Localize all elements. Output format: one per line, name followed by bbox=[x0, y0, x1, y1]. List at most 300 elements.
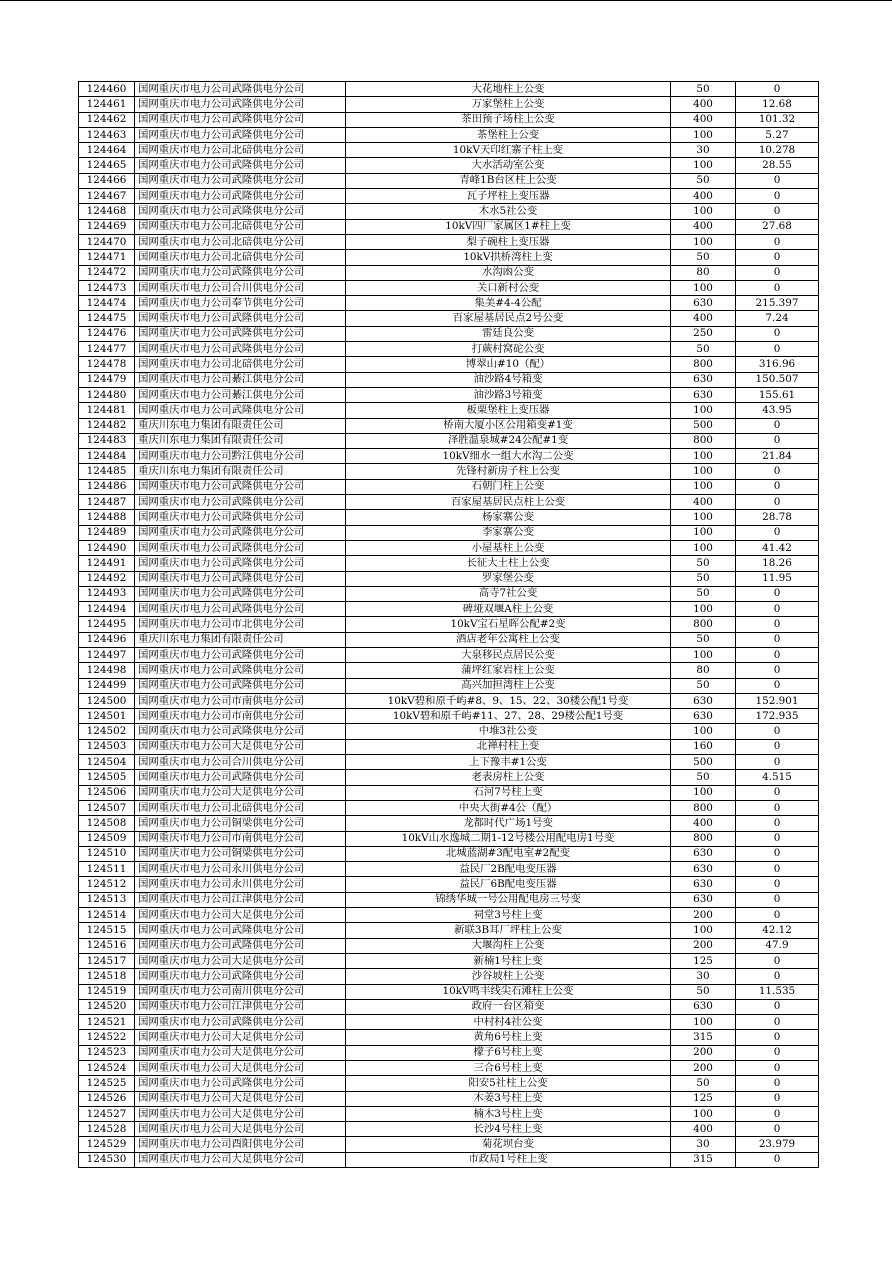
capacity-cell: 400 bbox=[671, 112, 736, 127]
value-cell: 12.68 bbox=[736, 97, 819, 112]
row-id-cell: 124473 bbox=[79, 280, 135, 295]
capacity-cell: 630 bbox=[671, 387, 736, 402]
row-id-cell: 124530 bbox=[79, 1152, 135, 1167]
capacity-cell: 800 bbox=[671, 433, 736, 448]
company-cell: 国网重庆市电力公司武隆供电分公司 bbox=[135, 204, 346, 219]
row-id-cell: 124484 bbox=[79, 449, 135, 464]
station-name-cell: 三合6号柱上变 bbox=[346, 1061, 671, 1076]
table-row bbox=[79, 969, 819, 984]
station-name-cell: 黄角6号柱上变 bbox=[346, 1030, 671, 1045]
value-cell: 0 bbox=[736, 999, 819, 1014]
company-cell: 国网重庆市电力公司武隆供电分公司 bbox=[135, 525, 346, 540]
table-row bbox=[79, 953, 819, 968]
row-id-cell: 124472 bbox=[79, 265, 135, 280]
company-cell: 国网重庆市电力公司武隆供电分公司 bbox=[135, 1076, 346, 1091]
company-cell: 重庆川东电力集团有限责任公司 bbox=[135, 632, 346, 647]
row-id-cell: 124462 bbox=[79, 112, 135, 127]
value-cell: 28.55 bbox=[736, 158, 819, 173]
value-cell: 0 bbox=[736, 1122, 819, 1137]
capacity-cell: 50 bbox=[671, 770, 736, 785]
capacity-cell: 50 bbox=[671, 82, 736, 97]
capacity-cell: 100 bbox=[671, 127, 736, 142]
company-cell: 国网重庆市电力公司武隆供电分公司 bbox=[135, 189, 346, 204]
capacity-cell: 100 bbox=[671, 602, 736, 617]
table-row bbox=[79, 525, 819, 540]
company-cell: 国网重庆市电力公司北碚供电分公司 bbox=[135, 143, 346, 158]
row-id-cell: 124493 bbox=[79, 586, 135, 601]
table-row bbox=[79, 1091, 819, 1106]
row-id-cell: 124466 bbox=[79, 173, 135, 188]
table-row bbox=[79, 785, 819, 800]
station-name-cell: 雷廷良公变 bbox=[346, 326, 671, 341]
table-row bbox=[79, 908, 819, 923]
row-id-cell: 124513 bbox=[79, 892, 135, 907]
company-cell: 国网重庆市电力公司武隆供电分公司 bbox=[135, 938, 346, 953]
station-name-cell: 博翠山#10（配） bbox=[346, 357, 671, 372]
station-name-cell: 祠堂3号柱上变 bbox=[346, 908, 671, 923]
company-cell: 国网重庆市电力公司武隆供电分公司 bbox=[135, 112, 346, 127]
row-id-cell: 124500 bbox=[79, 693, 135, 708]
table-row bbox=[79, 1030, 819, 1045]
company-cell: 国网重庆市电力公司武隆供电分公司 bbox=[135, 495, 346, 510]
table-row bbox=[79, 127, 819, 142]
row-id-cell: 124501 bbox=[79, 709, 135, 724]
row-id-cell: 124514 bbox=[79, 908, 135, 923]
station-name-cell: 泽胜温泉城#24公配#1变 bbox=[346, 433, 671, 448]
company-cell: 国网重庆市电力公司武隆供电分公司 bbox=[135, 97, 346, 112]
row-id-cell: 124483 bbox=[79, 433, 135, 448]
value-cell: 0 bbox=[736, 586, 819, 601]
row-id-cell: 124527 bbox=[79, 1106, 135, 1121]
row-id-cell: 124460 bbox=[79, 82, 135, 97]
value-cell: 23.979 bbox=[736, 1137, 819, 1152]
capacity-cell: 125 bbox=[671, 1091, 736, 1106]
table-row bbox=[79, 1106, 819, 1121]
capacity-cell: 50 bbox=[671, 556, 736, 571]
table-row bbox=[79, 556, 819, 571]
company-cell: 国网重庆市电力公司武隆供电分公司 bbox=[135, 923, 346, 938]
capacity-cell: 30 bbox=[671, 1137, 736, 1152]
station-name-cell: 万家堡柱上公变 bbox=[346, 97, 671, 112]
value-cell: 4.515 bbox=[736, 770, 819, 785]
value-cell: 0 bbox=[736, 418, 819, 433]
company-cell: 国网重庆市电力公司北碚供电分公司 bbox=[135, 234, 346, 249]
value-cell: 0 bbox=[736, 908, 819, 923]
value-cell: 0 bbox=[736, 265, 819, 280]
capacity-cell: 30 bbox=[671, 143, 736, 158]
capacity-cell: 630 bbox=[671, 296, 736, 311]
table-row bbox=[79, 342, 819, 357]
table-row bbox=[79, 403, 819, 418]
company-cell: 国网重庆市电力公司永川供电分公司 bbox=[135, 862, 346, 877]
station-name-cell: 中村村4社公变 bbox=[346, 1015, 671, 1030]
value-cell: 0 bbox=[736, 969, 819, 984]
row-id-cell: 124475 bbox=[79, 311, 135, 326]
table-row bbox=[79, 326, 819, 341]
capacity-cell: 80 bbox=[671, 663, 736, 678]
station-name-cell: 益民厂2B配电变压器 bbox=[346, 862, 671, 877]
value-cell: 0 bbox=[736, 1045, 819, 1060]
table-row bbox=[79, 387, 819, 402]
value-cell: 11.535 bbox=[736, 984, 819, 999]
table-body bbox=[79, 82, 819, 1168]
capacity-cell: 50 bbox=[671, 1076, 736, 1091]
row-id-cell: 124526 bbox=[79, 1091, 135, 1106]
value-cell: 0 bbox=[736, 953, 819, 968]
row-id-cell: 124512 bbox=[79, 877, 135, 892]
row-id-cell: 124479 bbox=[79, 372, 135, 387]
capacity-cell: 30 bbox=[671, 969, 736, 984]
capacity-cell: 50 bbox=[671, 586, 736, 601]
row-id-cell: 124474 bbox=[79, 296, 135, 311]
station-name-cell: 集美#4-4公配 bbox=[346, 296, 671, 311]
row-id-cell: 124468 bbox=[79, 204, 135, 219]
capacity-cell: 50 bbox=[671, 342, 736, 357]
company-cell: 国网重庆市电力公司武隆供电分公司 bbox=[135, 265, 346, 280]
table-row bbox=[79, 1076, 819, 1091]
company-cell: 国网重庆市电力公司北碚供电分公司 bbox=[135, 219, 346, 234]
company-cell: 国网重庆市电力公司市南供电分公司 bbox=[135, 693, 346, 708]
company-cell: 国网重庆市电力公司北碚供电分公司 bbox=[135, 800, 346, 815]
capacity-cell: 50 bbox=[671, 173, 736, 188]
station-name-cell: 大水活动室公变 bbox=[346, 158, 671, 173]
row-id-cell: 124497 bbox=[79, 647, 135, 662]
capacity-cell: 100 bbox=[671, 234, 736, 249]
row-id-cell: 124515 bbox=[79, 923, 135, 938]
company-cell: 国网重庆市电力公司武隆供电分公司 bbox=[135, 540, 346, 555]
company-cell: 国网重庆市电力公司武隆供电分公司 bbox=[135, 969, 346, 984]
value-cell: 0 bbox=[736, 173, 819, 188]
table-row bbox=[79, 1015, 819, 1030]
company-cell: 国网重庆市电力公司大足供电分公司 bbox=[135, 1061, 346, 1076]
company-cell: 国网重庆市电力公司綦江供电分公司 bbox=[135, 372, 346, 387]
table-row bbox=[79, 158, 819, 173]
row-id-cell: 124461 bbox=[79, 97, 135, 112]
table-row bbox=[79, 433, 819, 448]
table-row bbox=[79, 571, 819, 586]
company-cell: 国网重庆市电力公司大足供电分公司 bbox=[135, 1045, 346, 1060]
table-row bbox=[79, 280, 819, 295]
table-row bbox=[79, 816, 819, 831]
value-cell: 0 bbox=[736, 724, 819, 739]
table-row bbox=[79, 800, 819, 815]
table-row bbox=[79, 831, 819, 846]
table-row bbox=[79, 357, 819, 372]
table-row bbox=[79, 1045, 819, 1060]
value-cell: 5.27 bbox=[736, 127, 819, 142]
table-row bbox=[79, 311, 819, 326]
value-cell: 0 bbox=[736, 816, 819, 831]
row-id-cell: 124519 bbox=[79, 984, 135, 999]
value-cell: 0 bbox=[736, 204, 819, 219]
company-cell: 国网重庆市电力公司合川供电分公司 bbox=[135, 280, 346, 295]
row-id-cell: 124525 bbox=[79, 1076, 135, 1091]
capacity-cell: 100 bbox=[671, 464, 736, 479]
row-id-cell: 124480 bbox=[79, 387, 135, 402]
value-cell: 0 bbox=[736, 326, 819, 341]
company-cell: 重庆川东电力集团有限责任公司 bbox=[135, 418, 346, 433]
row-id-cell: 124498 bbox=[79, 663, 135, 678]
row-id-cell: 124481 bbox=[79, 403, 135, 418]
station-name-cell: 木水5社公变 bbox=[346, 204, 671, 219]
capacity-cell: 400 bbox=[671, 189, 736, 204]
row-id-cell: 124469 bbox=[79, 219, 135, 234]
company-cell: 国网重庆市电力公司武隆供电分公司 bbox=[135, 127, 346, 142]
station-name-cell: 长沙4号柱上变 bbox=[346, 1122, 671, 1137]
row-id-cell: 124516 bbox=[79, 938, 135, 953]
table-row bbox=[79, 296, 819, 311]
company-cell: 重庆川东电力集团有限责任公司 bbox=[135, 464, 346, 479]
station-name-cell: 北禅村柱上变 bbox=[346, 739, 671, 754]
row-id-cell: 124504 bbox=[79, 755, 135, 770]
station-name-cell: 锦绣华城一号公用配电房三号变 bbox=[346, 892, 671, 907]
station-name-cell: 水沟凼公变 bbox=[346, 265, 671, 280]
table-row bbox=[79, 632, 819, 647]
value-cell: 0 bbox=[736, 280, 819, 295]
station-name-cell: 茶田预子场柱上公变 bbox=[346, 112, 671, 127]
row-id-cell: 124523 bbox=[79, 1045, 135, 1060]
capacity-cell: 100 bbox=[671, 1106, 736, 1121]
station-name-cell: 市政局1号柱上变 bbox=[346, 1152, 671, 1167]
station-name-cell: 罗家堡公变 bbox=[346, 571, 671, 586]
company-cell: 国网重庆市电力公司市南供电分公司 bbox=[135, 709, 346, 724]
station-name-cell: 梨子碗柱上变压器 bbox=[346, 234, 671, 249]
value-cell: 42.12 bbox=[736, 923, 819, 938]
table-row bbox=[79, 1122, 819, 1137]
station-name-cell: 茶堡柱上公变 bbox=[346, 127, 671, 142]
value-cell: 0 bbox=[736, 647, 819, 662]
company-cell: 国网重庆市电力公司大足供电分公司 bbox=[135, 1122, 346, 1137]
capacity-cell: 100 bbox=[671, 403, 736, 418]
station-name-cell: 先锋村新房子柱上公变 bbox=[346, 464, 671, 479]
table-row bbox=[79, 862, 819, 877]
capacity-cell: 400 bbox=[671, 1122, 736, 1137]
value-cell: 215.397 bbox=[736, 296, 819, 311]
station-name-cell: 石朝门柱上公变 bbox=[346, 479, 671, 494]
company-cell: 国网重庆市电力公司武隆供电分公司 bbox=[135, 663, 346, 678]
company-cell: 国网重庆市电力公司武隆供电分公司 bbox=[135, 647, 346, 662]
row-id-cell: 124478 bbox=[79, 357, 135, 372]
capacity-cell: 630 bbox=[671, 999, 736, 1014]
company-cell: 国网重庆市电力公司武隆供电分公司 bbox=[135, 158, 346, 173]
capacity-cell: 100 bbox=[671, 647, 736, 662]
company-cell: 国网重庆市电力公司铜梁供电分公司 bbox=[135, 816, 346, 831]
capacity-cell: 315 bbox=[671, 1152, 736, 1167]
value-cell: 0 bbox=[736, 632, 819, 647]
table-row bbox=[79, 724, 819, 739]
value-cell: 150.507 bbox=[736, 372, 819, 387]
capacity-cell: 315 bbox=[671, 1030, 736, 1045]
company-cell: 国网重庆市电力公司武隆供电分公司 bbox=[135, 1015, 346, 1030]
station-name-cell: 10kV拱桥湾柱上变 bbox=[346, 250, 671, 265]
table-row bbox=[79, 877, 819, 892]
company-cell: 国网重庆市电力公司大足供电分公司 bbox=[135, 1152, 346, 1167]
value-cell: 0 bbox=[736, 479, 819, 494]
company-cell: 国网重庆市电力公司武隆供电分公司 bbox=[135, 173, 346, 188]
row-id-cell: 124507 bbox=[79, 800, 135, 815]
station-name-cell: 10kV碧和原千屿#11、27、28、29楼公配1号变 bbox=[346, 709, 671, 724]
table-row bbox=[79, 173, 819, 188]
company-cell: 重庆川东电力集团有限责任公司 bbox=[135, 433, 346, 448]
capacity-cell: 100 bbox=[671, 540, 736, 555]
table-row bbox=[79, 372, 819, 387]
row-id-cell: 124506 bbox=[79, 785, 135, 800]
row-id-cell: 124529 bbox=[79, 1137, 135, 1152]
company-cell: 国网重庆市电力公司江津供电分公司 bbox=[135, 892, 346, 907]
company-cell: 国网重庆市电力公司綦江供电分公司 bbox=[135, 387, 346, 402]
company-cell: 国网重庆市电力公司黔江供电分公司 bbox=[135, 449, 346, 464]
table-row bbox=[79, 770, 819, 785]
station-name-cell: 中央大街#4公（配） bbox=[346, 800, 671, 815]
row-id-cell: 124477 bbox=[79, 342, 135, 357]
capacity-cell: 630 bbox=[671, 892, 736, 907]
capacity-cell: 200 bbox=[671, 1061, 736, 1076]
company-cell: 国网重庆市电力公司酉阳供电分公司 bbox=[135, 1137, 346, 1152]
value-cell: 0 bbox=[736, 82, 819, 97]
value-cell: 0 bbox=[736, 189, 819, 204]
row-id-cell: 124463 bbox=[79, 127, 135, 142]
company-cell: 国网重庆市电力公司南川供电分公司 bbox=[135, 984, 346, 999]
capacity-cell: 100 bbox=[671, 479, 736, 494]
capacity-cell: 100 bbox=[671, 1015, 736, 1030]
company-cell: 国网重庆市电力公司市南供电分公司 bbox=[135, 831, 346, 846]
company-cell: 国网重庆市电力公司武隆供电分公司 bbox=[135, 571, 346, 586]
company-cell: 国网重庆市电力公司武隆供电分公司 bbox=[135, 586, 346, 601]
row-id-cell: 124517 bbox=[79, 953, 135, 968]
station-name-cell: 楠木3号柱上变 bbox=[346, 1106, 671, 1121]
capacity-cell: 100 bbox=[671, 785, 736, 800]
value-cell: 0 bbox=[736, 831, 819, 846]
company-cell: 国网重庆市电力公司大足供电分公司 bbox=[135, 1091, 346, 1106]
station-name-cell: 桥南大厦小区公用箱变#1变 bbox=[346, 418, 671, 433]
table-row bbox=[79, 678, 819, 693]
capacity-cell: 100 bbox=[671, 923, 736, 938]
company-cell: 国网重庆市电力公司铜梁供电分公司 bbox=[135, 846, 346, 861]
table-row bbox=[79, 234, 819, 249]
value-cell: 0 bbox=[736, 250, 819, 265]
capacity-cell: 250 bbox=[671, 326, 736, 341]
station-name-cell: 大堰沟柱上公变 bbox=[346, 938, 671, 953]
capacity-cell: 50 bbox=[671, 632, 736, 647]
capacity-cell: 500 bbox=[671, 418, 736, 433]
value-cell: 0 bbox=[736, 464, 819, 479]
company-cell: 国网重庆市电力公司大足供电分公司 bbox=[135, 953, 346, 968]
table-row bbox=[79, 112, 819, 127]
company-cell: 国网重庆市电力公司市北供电分公司 bbox=[135, 617, 346, 632]
value-cell: 0 bbox=[736, 663, 819, 678]
station-name-cell: 打蕨村窝砣公变 bbox=[346, 342, 671, 357]
capacity-cell: 800 bbox=[671, 357, 736, 372]
capacity-cell: 100 bbox=[671, 525, 736, 540]
capacity-cell: 630 bbox=[671, 709, 736, 724]
value-cell: 7.24 bbox=[736, 311, 819, 326]
station-name-cell: 青峰1B台区柱上公变 bbox=[346, 173, 671, 188]
value-cell: 316.96 bbox=[736, 357, 819, 372]
value-cell: 21.84 bbox=[736, 449, 819, 464]
company-cell: 国网重庆市电力公司大足供电分公司 bbox=[135, 785, 346, 800]
table-row bbox=[79, 586, 819, 601]
station-name-cell: 沙谷坡柱上公变 bbox=[346, 969, 671, 984]
company-cell: 国网重庆市电力公司武隆供电分公司 bbox=[135, 326, 346, 341]
station-name-cell: 10kV细水一组大水沟二公变 bbox=[346, 449, 671, 464]
capacity-cell: 400 bbox=[671, 816, 736, 831]
station-name-cell: 新联3B耳厂坪柱上公变 bbox=[346, 923, 671, 938]
row-id-cell: 124482 bbox=[79, 418, 135, 433]
value-cell: 0 bbox=[736, 1015, 819, 1030]
capacity-cell: 100 bbox=[671, 280, 736, 295]
station-name-cell: 小屋基柱上公变 bbox=[346, 540, 671, 555]
value-cell: 0 bbox=[736, 1106, 819, 1121]
station-name-cell: 大泉移民点居民公变 bbox=[346, 647, 671, 662]
table-row bbox=[79, 1061, 819, 1076]
capacity-cell: 100 bbox=[671, 724, 736, 739]
capacity-cell: 800 bbox=[671, 617, 736, 632]
capacity-cell: 200 bbox=[671, 938, 736, 953]
capacity-cell: 630 bbox=[671, 372, 736, 387]
value-cell: 0 bbox=[736, 1152, 819, 1167]
capacity-cell: 200 bbox=[671, 1045, 736, 1060]
value-cell: 0 bbox=[736, 1091, 819, 1106]
station-name-cell: 杨家寨公变 bbox=[346, 510, 671, 525]
station-name-cell: 关口新村公变 bbox=[346, 280, 671, 295]
value-cell: 172.935 bbox=[736, 709, 819, 724]
table-row bbox=[79, 219, 819, 234]
table-row bbox=[79, 250, 819, 265]
station-name-cell: 上下豫丰#1公变 bbox=[346, 755, 671, 770]
company-cell: 国网重庆市电力公司大足供电分公司 bbox=[135, 908, 346, 923]
table-row bbox=[79, 709, 819, 724]
row-id-cell: 124490 bbox=[79, 540, 135, 555]
capacity-cell: 160 bbox=[671, 739, 736, 754]
capacity-cell: 80 bbox=[671, 265, 736, 280]
station-name-cell: 中堆3社公变 bbox=[346, 724, 671, 739]
capacity-cell: 100 bbox=[671, 449, 736, 464]
company-cell: 国网重庆市电力公司合川供电分公司 bbox=[135, 755, 346, 770]
value-cell: 0 bbox=[736, 1061, 819, 1076]
row-id-cell: 124487 bbox=[79, 495, 135, 510]
value-cell: 0 bbox=[736, 525, 819, 540]
table-row bbox=[79, 540, 819, 555]
capacity-cell: 400 bbox=[671, 219, 736, 234]
company-cell: 国网重庆市电力公司北碚供电分公司 bbox=[135, 250, 346, 265]
value-cell: 0 bbox=[736, 846, 819, 861]
value-cell: 0 bbox=[736, 877, 819, 892]
row-id-cell: 124476 bbox=[79, 326, 135, 341]
table-row bbox=[79, 82, 819, 97]
table-row bbox=[79, 418, 819, 433]
station-name-cell: 石河7号柱上变 bbox=[346, 785, 671, 800]
capacity-cell: 400 bbox=[671, 311, 736, 326]
table-row bbox=[79, 739, 819, 754]
company-cell: 国网重庆市电力公司江津供电分公司 bbox=[135, 999, 346, 1014]
row-id-cell: 124510 bbox=[79, 846, 135, 861]
value-cell: 10.278 bbox=[736, 143, 819, 158]
value-cell: 0 bbox=[736, 342, 819, 357]
transformer-table bbox=[78, 81, 819, 1168]
station-name-cell: 10kV宝石星晖公配#2变 bbox=[346, 617, 671, 632]
station-name-cell: 油沙路4号箱变 bbox=[346, 372, 671, 387]
station-name-cell: 10kV山水逸城二期1-12号楼公用配电房1号变 bbox=[346, 831, 671, 846]
table-row bbox=[79, 1152, 819, 1167]
capacity-cell: 50 bbox=[671, 571, 736, 586]
value-cell: 11.95 bbox=[736, 571, 819, 586]
station-name-cell: 蒲坪红家岩柱上公变 bbox=[346, 663, 671, 678]
station-name-cell: 10kV天印红寨子柱上变 bbox=[346, 143, 671, 158]
value-cell: 28.78 bbox=[736, 510, 819, 525]
station-name-cell: 碑垭双堰A柱上公变 bbox=[346, 602, 671, 617]
row-id-cell: 124489 bbox=[79, 525, 135, 540]
company-cell: 国网重庆市电力公司武隆供电分公司 bbox=[135, 342, 346, 357]
